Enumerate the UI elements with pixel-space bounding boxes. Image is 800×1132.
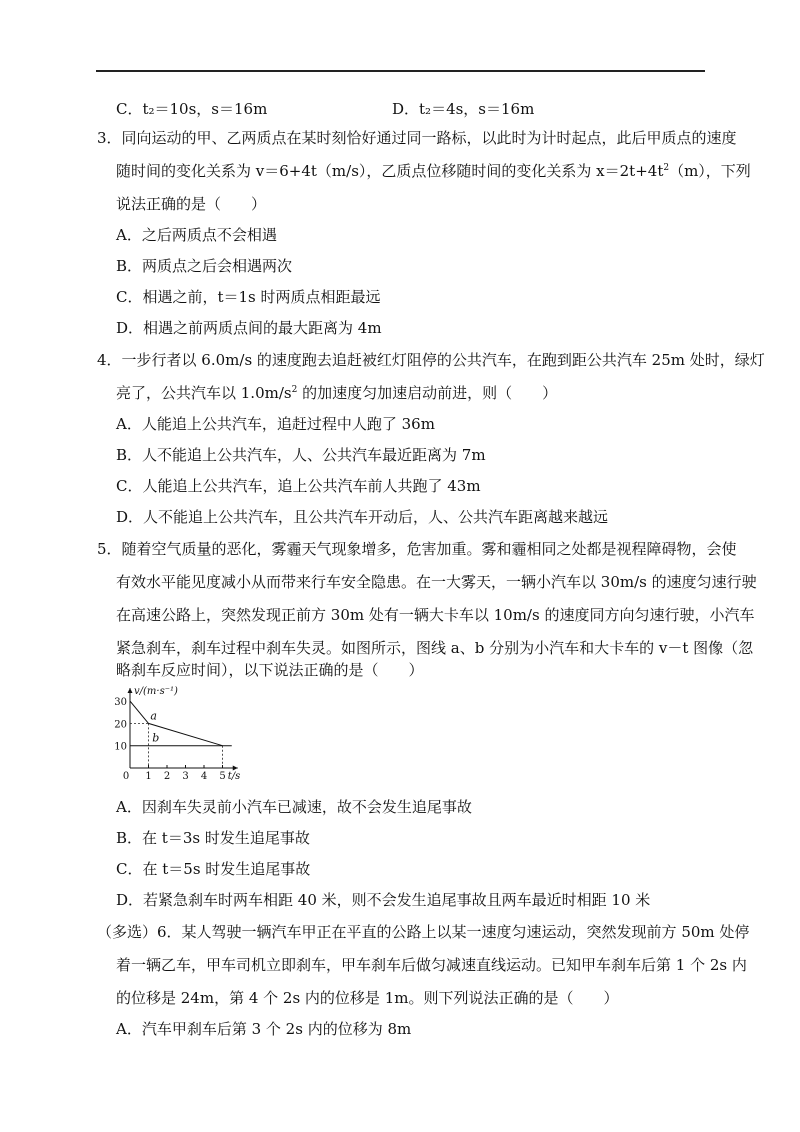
q4-option-c: C．人能追上公共汽车，追上公共汽车前人共跑了 43m: [116, 477, 481, 495]
vt-graph: [108, 684, 278, 782]
q3-option-c: C．相遇之前，t＝1s 时两质点相距最远: [116, 288, 381, 306]
x-tick-label: 5: [219, 771, 226, 782]
x-tick-label: 2: [163, 771, 171, 782]
header-rule: [96, 70, 705, 72]
x-tick-label: 3: [182, 771, 189, 782]
q3-stem-line1: 3．同向运动的甲、乙两质点在某时刻恰好通过同一路标，以此时为计时起点，此后甲质点的速度: [97, 129, 737, 147]
q4-option-d: D．人不能追上公共汽车，且公共汽车开动后，人、公共汽车距离越来越远: [116, 508, 609, 526]
x-tick-label: 0: [122, 771, 130, 782]
q3-stem-line2: 随时间的变化关系为 v＝6+4t（m/s），乙质点位移随时间的变化关系为 $x=2t+4t^2(m)$，下列: [116, 162, 751, 180]
q5-option-d: D．若紧急刹车时两车相距 40 米，则不会发生追尾事故且两车最近时相距 10 米: [116, 891, 651, 909]
x-tick-label: 4: [200, 771, 208, 782]
q6-stem-line1: （多选）6．某人驾驶一辆汽车甲正在平直的公路上以某一速度匀速运动，突然发现前方 50m 处停: [97, 923, 750, 941]
q5-option-a: A．因刹车失灵前小汽车已减速，故不会发生追尾事故: [116, 798, 472, 816]
q3-stem-line3: 说法正确的是（ ）: [116, 195, 267, 213]
q5-stem-line1: 5．随着空气质量的恶化，雾霾天气现象增多，危害加重。雾和霾相同之处都是视程障碍物，会使: [97, 540, 737, 558]
q3-option-a: A．之后两质点不会相遇: [116, 226, 277, 244]
q6-stem-line2: 着一辆乙车，甲车司机立即刹车，甲车刹车后做匀减速直线运动。已知甲车刹车后第 1 个 2s 内: [116, 956, 747, 974]
option-c-prev: C．t₂＝10s，s＝16m: [116, 100, 268, 118]
option-d-prev: D．t₂＝4s，s＝16m: [392, 100, 535, 118]
y-tick-label: 20: [114, 719, 127, 731]
q5-stem-line5: 略刹车反应时间），以下说法正确的是（ ）: [116, 661, 424, 679]
q4-option-a: A．人能追上公共汽车，追赶过程中人跑了 36m: [116, 415, 435, 433]
q4-option-b: B．人不能追上公共汽车，人、公共汽车最近距离为 7m: [116, 446, 486, 464]
series-label-a: a: [150, 709, 157, 723]
q5-stem-line4: 紧急刹车，刹车过程中刹车失灵。如图所示，图线 a、b 分别为小汽车和大卡车的 v－t 图像（忽: [116, 639, 754, 657]
x-axis-arrow: [233, 766, 238, 771]
x-axis-label: t/s: [227, 771, 241, 782]
q5-stem-line2: 有效水平能见度减小从而带来行车安全隐患。在一大雾天，一辆小汽车以 30m/s 的速度匀速行驶: [116, 573, 757, 591]
q4-stem-line2: 亮了，公共汽车以 $1.0m/s^2$ 的加速度匀加速启动前进，则（ ）: [116, 384, 558, 402]
series-label-b: b: [152, 731, 160, 745]
q3-option-b: B．两质点之后会相遇两次: [116, 257, 293, 275]
y-tick-label: 10: [114, 741, 127, 753]
y-tick-label: 30: [114, 697, 127, 709]
q6-option-a: A．汽车甲刹车后第 3 个 2s 内的位移为 8m: [116, 1020, 412, 1038]
y-axis-arrow: [128, 688, 133, 693]
q5-option-c: C．在 t＝5s 时发生追尾事故: [116, 860, 311, 878]
y-axis-label: v/(m·s⁻¹): [134, 686, 178, 697]
q6-stem-line3: 的位移是 24m，第 4 个 2s 内的位移是 1m。则下列说法正确的是（ ）: [116, 989, 619, 1007]
q5-option-b: B．在 t＝3s 时发生追尾事故: [116, 829, 310, 847]
q3-option-d: D．相遇之前两质点间的最大距离为 4m: [116, 319, 382, 337]
q5-stem-line3: 在高速公路上，突然发现正前方 30m 处有一辆大卡车以 10m/s 的速度同方向匀速行驶，小汽车: [116, 606, 755, 624]
q4-stem-line1: 4．一步行者以 6.0m/s 的速度跑去追赶被红灯阻停的公共汽车，在跑到距公共汽车 25m 处时，绿灯: [97, 351, 765, 369]
x-tick-label: 1: [145, 771, 152, 782]
